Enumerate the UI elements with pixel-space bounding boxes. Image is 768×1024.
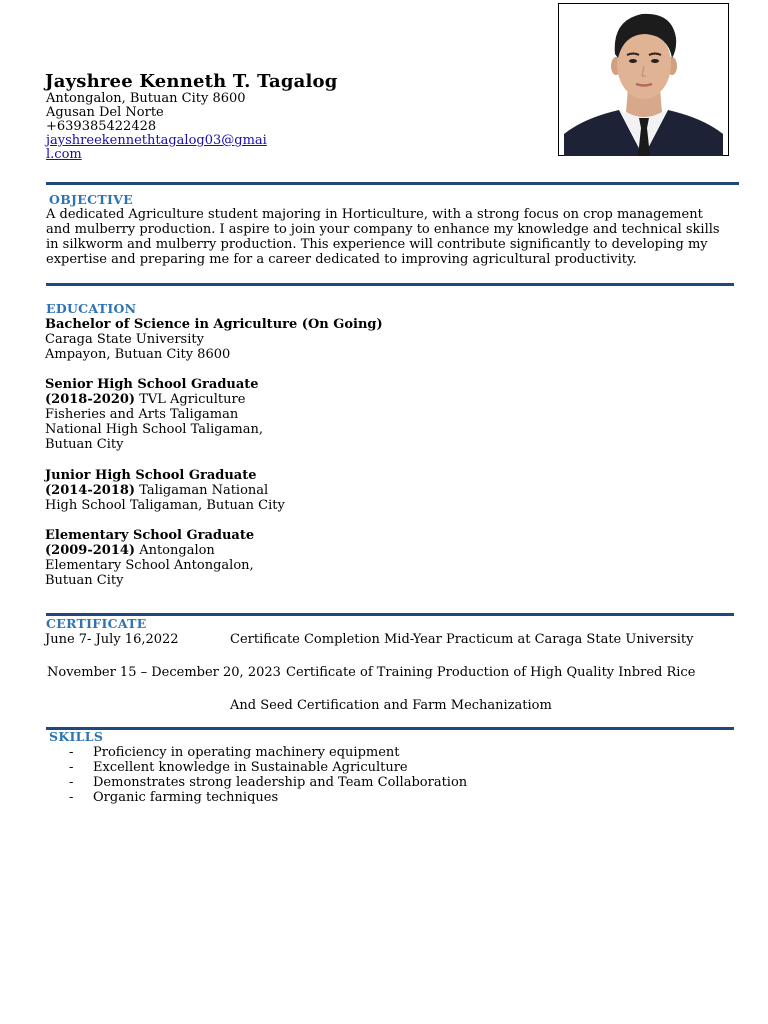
skill-text: Organic farming techniques	[93, 790, 279, 805]
skill-text: Excellent knowledge in Sustainable Agriculture	[93, 760, 408, 775]
certificate-heading: CERTIFICATE	[46, 616, 147, 631]
certificate-date: November 15 – December 20, 2023	[47, 665, 281, 680]
education-detail: Butuan City	[45, 437, 124, 452]
profile-photo	[564, 6, 723, 156]
resume-name: Jayshree Kenneth T. Tagalog	[45, 71, 338, 92]
education-years: (2014-2018)	[45, 483, 136, 498]
objective-line: in silkworm and mulberry production. This experience will contribute significantly to developing my	[46, 237, 708, 252]
school-address: Ampayon, Butuan City 8600	[45, 347, 231, 362]
email-link-line-2[interactable]: l.com	[46, 147, 82, 162]
section-divider	[46, 182, 739, 185]
education-detail: Taligaman National	[135, 483, 269, 498]
address-line-1: Antongalon, Butuan City 8600	[46, 91, 246, 106]
education-detail: Antongalon	[135, 543, 215, 558]
objective-line: expertise and preparing me for a career dedicated to improving agricultural productivity.	[46, 252, 637, 267]
education-detail: Butuan City	[45, 573, 124, 588]
skill-text: Demonstrates strong leadership and Team Collaboration	[93, 775, 468, 790]
education-detail: National High School Taligaman,	[45, 422, 263, 437]
skill-item	[46, 745, 546, 760]
skill-item	[46, 790, 546, 805]
address-line-2: Agusan Del Norte	[46, 105, 164, 120]
education-elementary	[45, 528, 345, 588]
education-title: Elementary School Graduate	[45, 528, 255, 543]
education-college	[45, 317, 465, 362]
degree-title: Bachelor of Science in Agriculture (On Going)	[45, 317, 383, 332]
section-divider	[46, 727, 734, 730]
education-junior-high	[45, 468, 345, 513]
objective-text	[46, 207, 726, 267]
education-heading: EDUCATION	[46, 301, 137, 316]
skill-text: Proficiency in operating machinery equipment	[93, 745, 400, 760]
objective-line: and mulberry production. I aspire to join your company to enhance my knowledge and technical skills	[46, 222, 720, 237]
section-divider	[46, 283, 734, 286]
certificate-description-continuation: And Seed Certification and Farm Mechanizatiom	[230, 698, 552, 713]
education-detail: High School Taligaman, Butuan City	[45, 498, 285, 513]
bullet-dash: -	[69, 790, 74, 805]
education-senior-high	[45, 377, 345, 452]
skills-list	[46, 745, 546, 805]
school-name: Caraga State University	[45, 332, 204, 347]
phone-number: +639385422428	[46, 119, 157, 134]
education-title: Junior High School Graduate	[45, 468, 257, 483]
bullet-dash: -	[69, 760, 74, 775]
certificate-description: Certificate Completion Mid-Year Practicum at Caraga State University	[230, 632, 694, 647]
bullet-dash: -	[69, 775, 74, 790]
education-detail: Elementary School Antongalon,	[45, 558, 254, 573]
education-detail: TVL Agriculture	[135, 392, 246, 407]
skills-heading: SKILLS	[49, 729, 104, 744]
certificate-description: Certificate of Training Production of High Quality Inbred Rice	[286, 665, 696, 680]
section-divider	[46, 613, 734, 616]
education-years: (2009-2014)	[45, 543, 136, 558]
bullet-dash: -	[69, 745, 74, 760]
skill-item	[46, 760, 546, 775]
objective-heading: OBJECTIVE	[49, 192, 133, 207]
contact-info	[46, 92, 286, 162]
education-years: (2018-2020)	[45, 392, 136, 407]
education-detail: Fisheries and Arts Taligaman	[45, 407, 239, 422]
skill-item	[46, 775, 546, 790]
certificate-date: June 7- July 16,2022	[45, 632, 179, 647]
objective-line: A dedicated Agriculture student majoring in Horticulture, with a strong focus on crop management	[46, 207, 703, 222]
profile-photo-frame	[558, 3, 729, 156]
email-link-line-1[interactable]: jayshreekennethtagalog03@gmai	[46, 133, 267, 148]
profile-photo-icon	[564, 6, 723, 156]
education-title: Senior High School Graduate	[45, 377, 259, 392]
